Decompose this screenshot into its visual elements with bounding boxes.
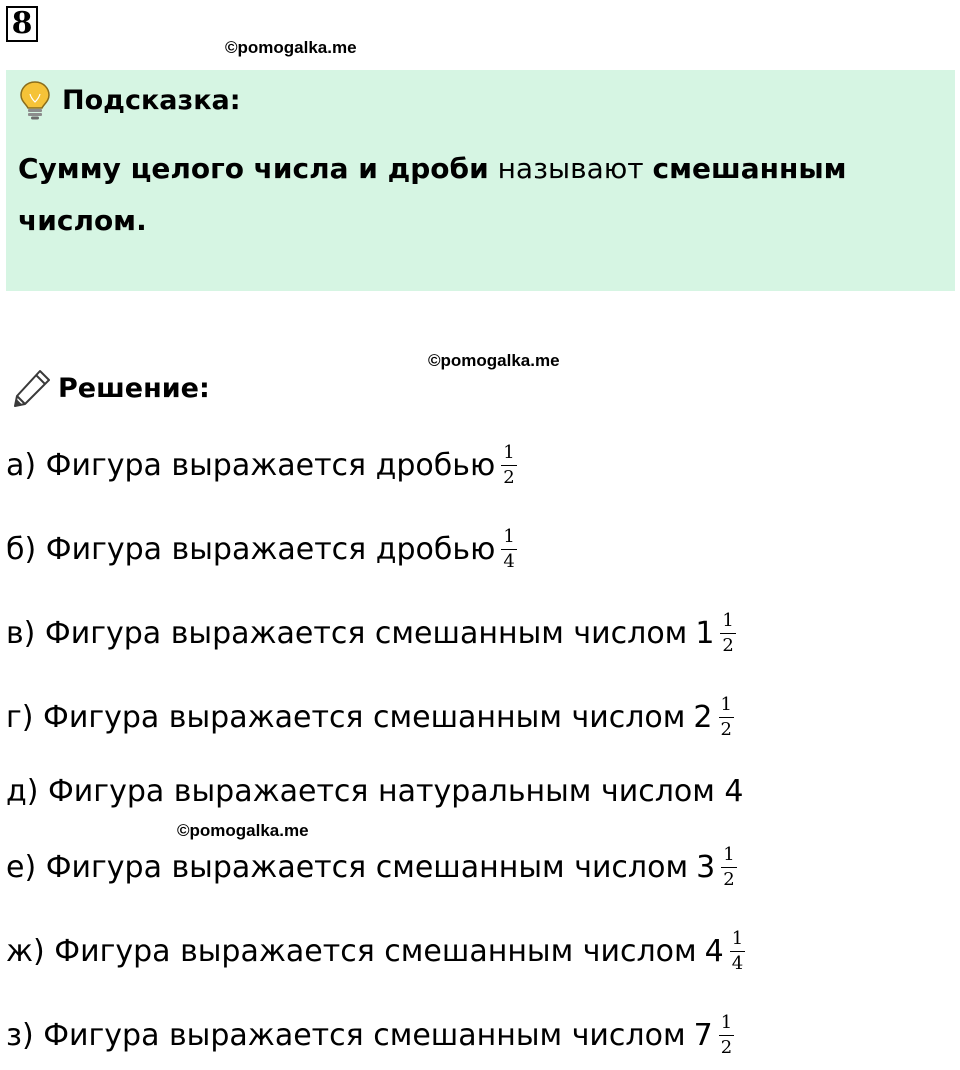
answer-item [6, 692, 734, 742]
hint-text-bold-2: смешанным числом. [18, 152, 847, 237]
answer-text: е) Фигура выражается смешанным числом [6, 849, 689, 885]
fraction-numerator: 1 [501, 444, 516, 466]
watermark: ©pomogalka.me [225, 38, 357, 57]
lightbulb-icon [18, 80, 52, 120]
fraction-numerator: 1 [719, 696, 734, 718]
mixed-number-whole: 2 [693, 699, 713, 735]
fraction-numerator: 1 [719, 1014, 734, 1036]
fraction-denominator: 4 [731, 952, 744, 974]
answer-text: ж) Фигура выражается смешанным числом [6, 933, 697, 969]
hint-text-normal: называют [488, 152, 653, 185]
pencil-icon [10, 366, 54, 410]
mixed-number-whole: 1 [695, 615, 715, 651]
task-number: 8 [6, 6, 38, 42]
fraction [721, 843, 736, 890]
answer-item [6, 524, 517, 574]
fraction-numerator: 1 [501, 528, 516, 550]
answer-item [6, 608, 736, 658]
answer-text: в) Фигура выражается смешанным числом [6, 615, 688, 651]
answer-item [6, 766, 743, 816]
answer-text: з) Фигура выражается смешанным числом [6, 1017, 686, 1053]
answer-text: а) Фигура выражается дробью [6, 447, 496, 483]
fraction [501, 441, 516, 488]
fraction-denominator: 2 [723, 868, 735, 890]
fraction-numerator: 1 [730, 930, 745, 952]
fraction-denominator: 2 [503, 466, 515, 488]
hint-text-bold-1: Сумму целого числа и дроби [18, 152, 489, 185]
solution-title [10, 366, 210, 410]
answer-text: г) Фигура выражается смешанным числом [6, 699, 686, 735]
fraction-denominator: 2 [720, 1036, 733, 1058]
mixed-number-whole: 3 [696, 849, 716, 885]
fraction [720, 609, 735, 656]
answer-text: б) Фигура выражается дробью [6, 531, 496, 567]
answer-item [6, 926, 745, 976]
fraction [501, 525, 516, 572]
hint-title-text: Подсказка: [62, 84, 241, 116]
fraction [719, 1011, 734, 1058]
hint-text [18, 143, 938, 247]
watermark: ©pomogalka.me [428, 351, 560, 370]
solution-title-text: Решение: [58, 372, 210, 404]
answer-item [6, 440, 517, 490]
fraction-denominator: 2 [720, 718, 732, 740]
hint-title [18, 80, 241, 120]
mixed-number-whole: 4 [704, 933, 724, 969]
fraction-denominator: 4 [503, 550, 515, 572]
fraction-numerator: 1 [720, 612, 735, 634]
fraction-denominator: 2 [722, 634, 734, 656]
answer-item [6, 842, 737, 892]
answer-item [6, 1010, 734, 1060]
fraction [719, 693, 734, 740]
answer-text: д) Фигура выражается натуральным числом 4 [6, 773, 744, 809]
fraction [730, 927, 745, 974]
mixed-number-whole: 7 [693, 1017, 713, 1053]
fraction-numerator: 1 [721, 846, 736, 868]
watermark: ©pomogalka.me [177, 821, 309, 840]
